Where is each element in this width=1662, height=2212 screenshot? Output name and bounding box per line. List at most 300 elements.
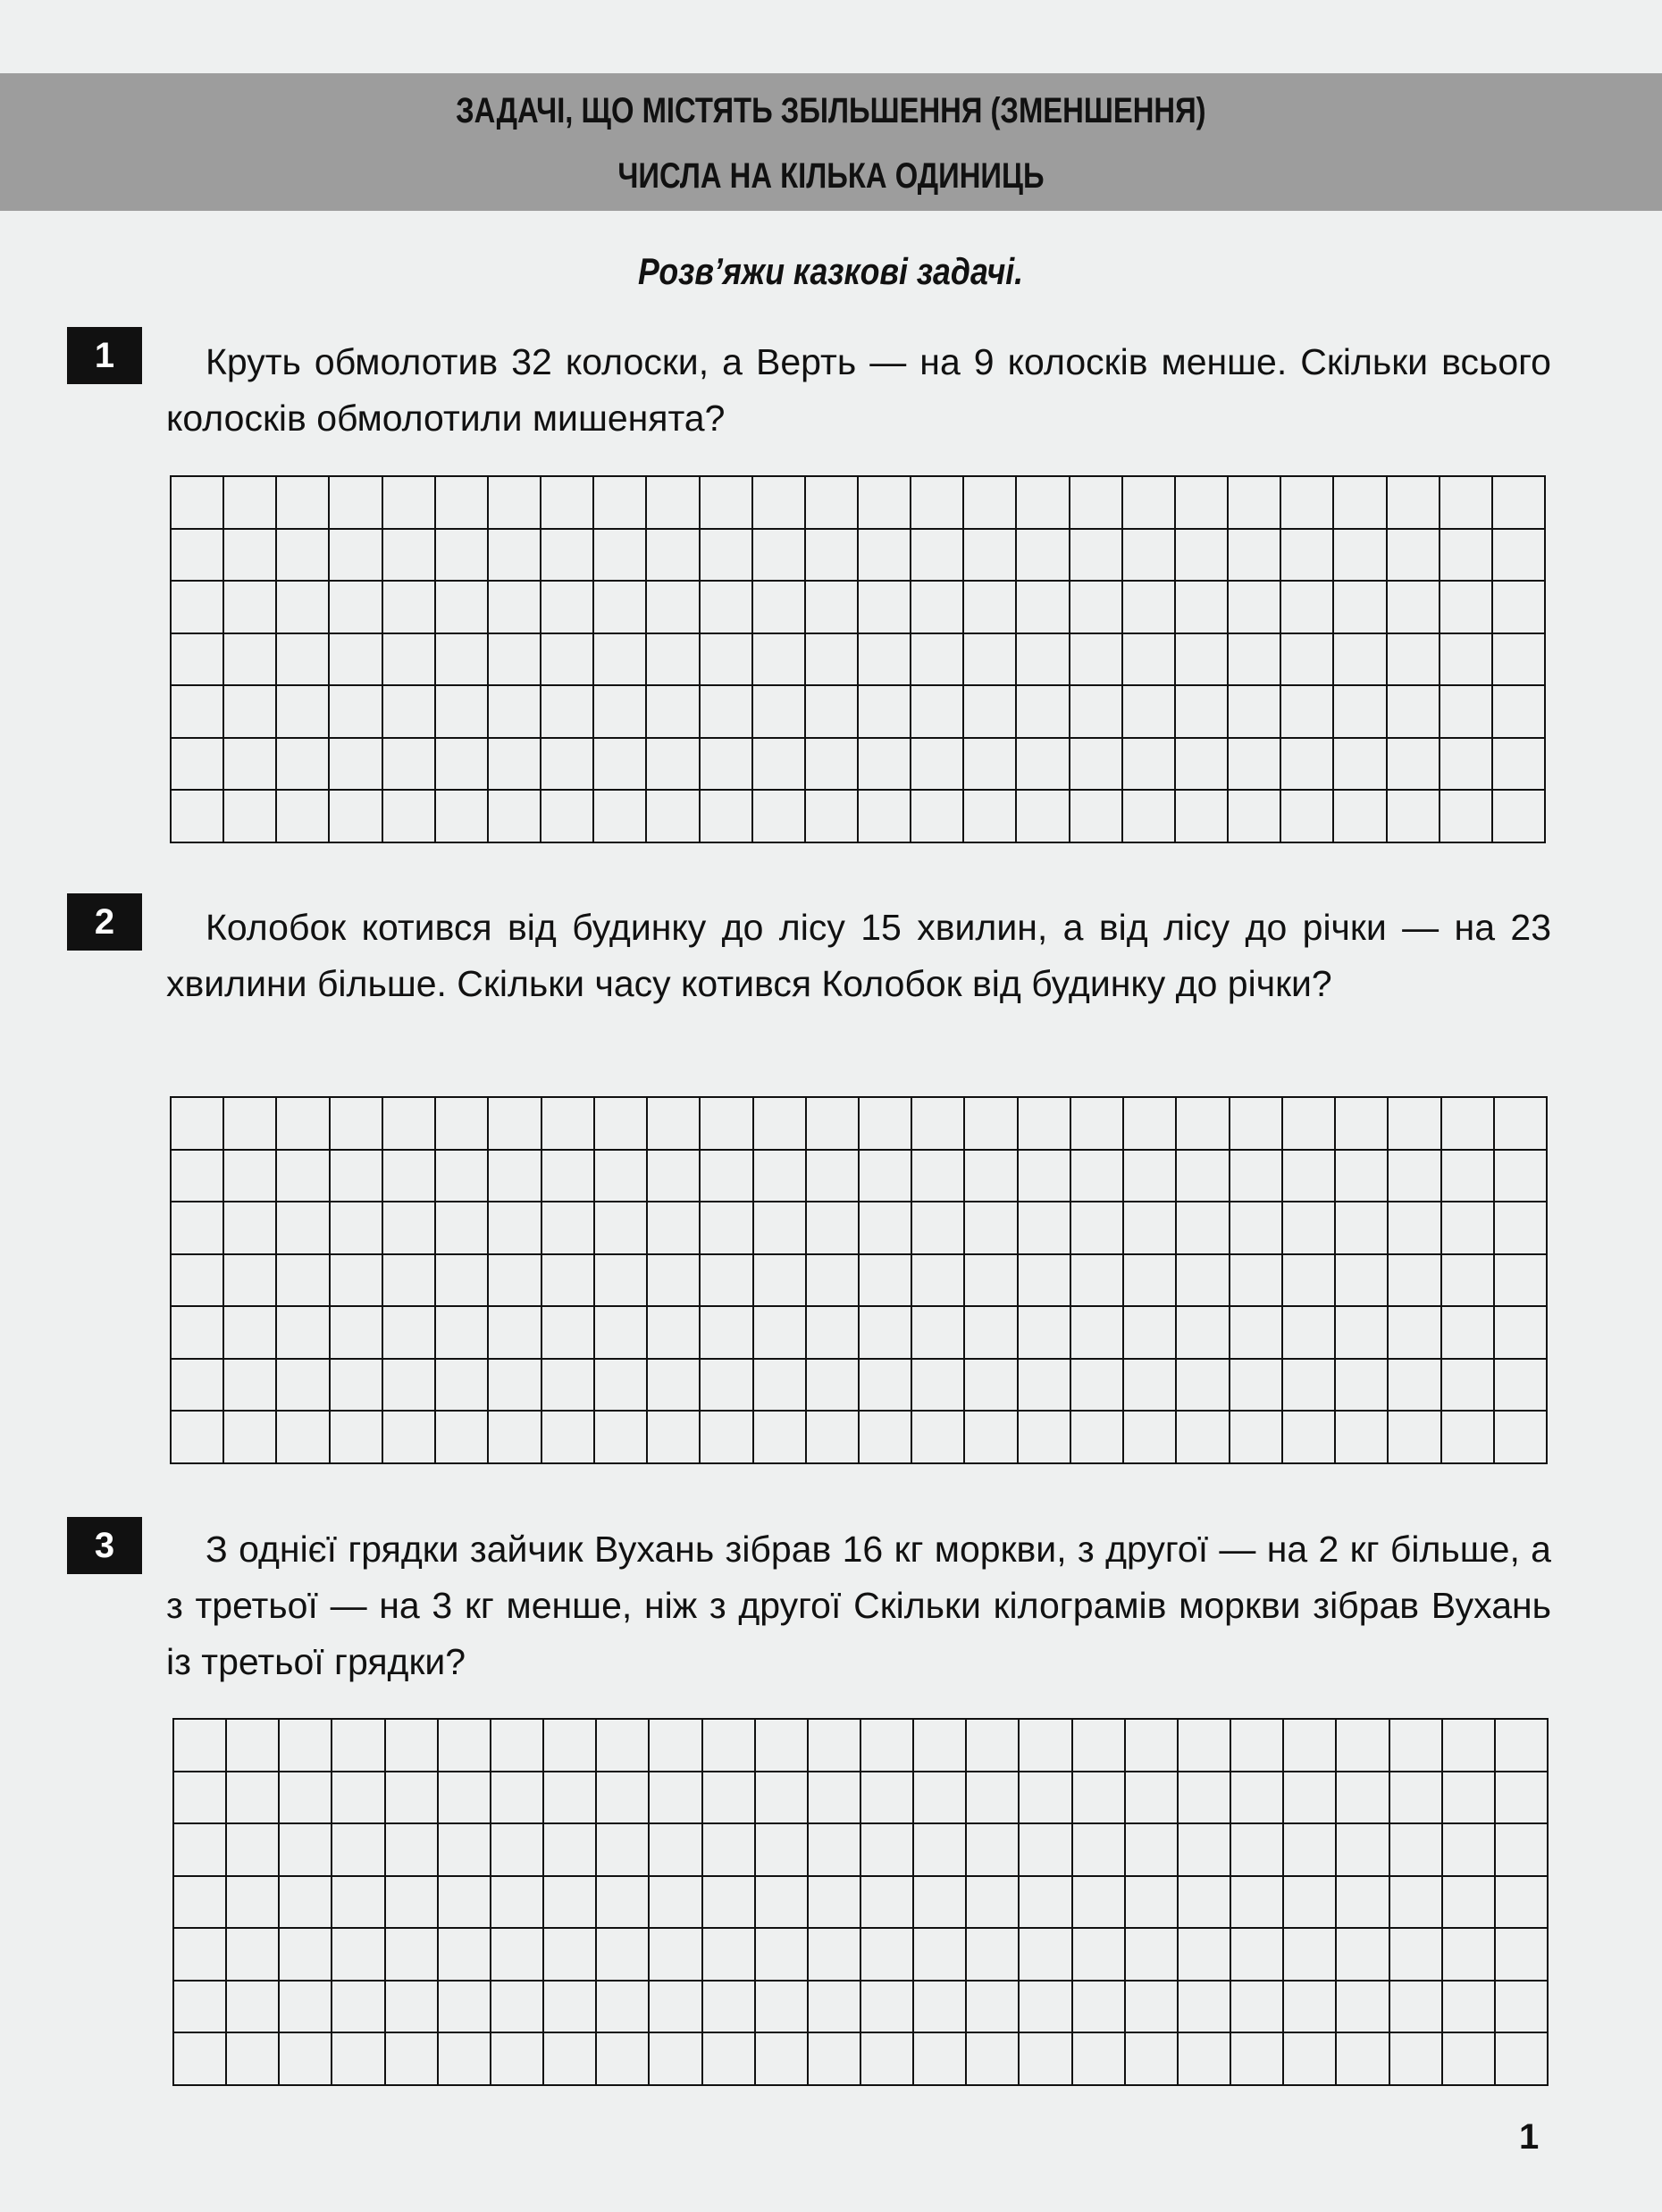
grid-cell[interactable] — [595, 1360, 648, 1412]
grid-cell[interactable] — [1442, 1255, 1495, 1308]
grid-cell[interactable] — [1231, 1772, 1284, 1825]
grid-cell[interactable] — [1334, 686, 1387, 739]
grid-cell[interactable] — [807, 1202, 860, 1255]
grid-cell[interactable] — [383, 1255, 436, 1308]
grid-cell[interactable] — [1440, 582, 1493, 634]
grid-cell[interactable] — [1176, 477, 1229, 530]
grid-cell[interactable] — [1443, 1877, 1496, 1930]
grid-cell[interactable] — [172, 1202, 224, 1255]
grid-cell[interactable] — [647, 530, 700, 582]
grid-cell[interactable] — [1123, 791, 1176, 843]
grid-cell[interactable] — [597, 1772, 650, 1825]
grid-cell[interactable] — [860, 1098, 912, 1151]
grid-cell[interactable] — [1229, 477, 1281, 530]
grid-cell[interactable] — [174, 2033, 227, 2086]
grid-cell[interactable] — [1334, 582, 1387, 634]
grid-cell[interactable] — [1389, 1151, 1441, 1203]
grid-cell[interactable] — [1231, 1720, 1284, 1772]
grid-cell[interactable] — [1442, 1098, 1495, 1151]
grid-cell[interactable] — [965, 1307, 1018, 1360]
grid-cell[interactable] — [1123, 634, 1176, 687]
grid-cell[interactable] — [1179, 1929, 1231, 1982]
grid-cell[interactable] — [701, 739, 753, 792]
grid-cell[interactable] — [594, 530, 647, 582]
grid-cell[interactable] — [807, 1412, 860, 1464]
grid-cell[interactable] — [1284, 1877, 1337, 1930]
grid-cell[interactable] — [383, 530, 436, 582]
grid-cell[interactable] — [1493, 791, 1546, 843]
grid-cell[interactable] — [383, 1412, 436, 1464]
grid-cell[interactable] — [1017, 530, 1070, 582]
grid-cell[interactable] — [386, 1982, 439, 2034]
grid-cell[interactable] — [1284, 1982, 1337, 2034]
answer-grid-2[interactable] — [170, 1096, 1548, 1464]
grid-cell[interactable] — [1177, 1098, 1230, 1151]
grid-cell[interactable] — [756, 1824, 809, 1877]
grid-cell[interactable] — [807, 1151, 860, 1203]
grid-cell[interactable] — [1124, 1202, 1177, 1255]
grid-cell[interactable] — [439, 1982, 491, 2034]
grid-cell[interactable] — [647, 634, 700, 687]
grid-cell[interactable] — [1496, 1929, 1549, 1982]
grid-cell[interactable] — [224, 791, 277, 843]
grid-cell[interactable] — [807, 1255, 860, 1308]
grid-cell[interactable] — [386, 2033, 439, 2086]
grid-cell[interactable] — [332, 1877, 385, 1930]
grid-cell[interactable] — [1177, 1307, 1230, 1360]
grid-cell[interactable] — [1495, 1412, 1548, 1464]
grid-cell[interactable] — [597, 1982, 650, 2034]
grid-cell[interactable] — [860, 1412, 912, 1464]
grid-cell[interactable] — [330, 791, 382, 843]
grid-cell[interactable] — [595, 1307, 648, 1360]
grid-cell[interactable] — [332, 1982, 385, 2034]
grid-cell[interactable] — [647, 791, 700, 843]
grid-cell[interactable] — [1493, 530, 1546, 582]
grid-cell[interactable] — [330, 582, 382, 634]
grid-cell[interactable] — [436, 739, 489, 792]
grid-cell[interactable] — [754, 1151, 807, 1203]
grid-cell[interactable] — [227, 1877, 280, 1930]
grid-cell[interactable] — [1020, 1772, 1072, 1825]
grid-cell[interactable] — [594, 791, 647, 843]
grid-cell[interactable] — [491, 1824, 544, 1877]
grid-cell[interactable] — [806, 582, 859, 634]
grid-cell[interactable] — [277, 1255, 330, 1308]
grid-cell[interactable] — [1281, 791, 1334, 843]
grid-cell[interactable] — [1124, 1307, 1177, 1360]
grid-cell[interactable] — [277, 477, 330, 530]
grid-cell[interactable] — [332, 1929, 385, 1982]
grid-cell[interactable] — [277, 582, 330, 634]
grid-cell[interactable] — [386, 1824, 439, 1877]
grid-cell[interactable] — [1390, 1929, 1443, 1982]
grid-cell[interactable] — [541, 477, 594, 530]
grid-cell[interactable] — [1334, 477, 1387, 530]
grid-cell[interactable] — [861, 1929, 914, 1982]
grid-cell[interactable] — [383, 791, 436, 843]
grid-cell[interactable] — [1443, 1720, 1496, 1772]
grid-cell[interactable] — [330, 634, 382, 687]
grid-cell[interactable] — [172, 530, 224, 582]
grid-cell[interactable] — [859, 477, 911, 530]
grid-cell[interactable] — [912, 1151, 965, 1203]
grid-cell[interactable] — [597, 1824, 650, 1877]
grid-cell[interactable] — [1443, 1772, 1496, 1825]
grid-cell[interactable] — [861, 1720, 914, 1772]
grid-cell[interactable] — [648, 1151, 701, 1203]
grid-cell[interactable] — [277, 1098, 330, 1151]
grid-cell[interactable] — [1231, 1877, 1284, 1930]
grid-cell[interactable] — [1124, 1412, 1177, 1464]
grid-cell[interactable] — [595, 1202, 648, 1255]
grid-cell[interactable] — [809, 1720, 861, 1772]
grid-cell[interactable] — [544, 1982, 597, 2034]
grid-cell[interactable] — [1389, 1098, 1441, 1151]
grid-cell[interactable] — [1123, 477, 1176, 530]
grid-cell[interactable] — [1283, 1307, 1336, 1360]
grid-cell[interactable] — [1179, 2033, 1231, 2086]
grid-cell[interactable] — [594, 739, 647, 792]
grid-cell[interactable] — [1336, 1307, 1389, 1360]
grid-cell[interactable] — [436, 1412, 489, 1464]
grid-cell[interactable] — [386, 1772, 439, 1825]
grid-cell[interactable] — [753, 530, 806, 582]
grid-cell[interactable] — [809, 1824, 861, 1877]
grid-cell[interactable] — [1124, 1151, 1177, 1203]
grid-cell[interactable] — [227, 1929, 280, 1982]
grid-cell[interactable] — [1177, 1255, 1230, 1308]
grid-cell[interactable] — [964, 477, 1017, 530]
grid-cell[interactable] — [1495, 1307, 1548, 1360]
grid-cell[interactable] — [912, 1098, 965, 1151]
grid-cell[interactable] — [331, 1202, 383, 1255]
grid-cell[interactable] — [1176, 791, 1229, 843]
grid-cell[interactable] — [650, 1929, 702, 1982]
grid-cell[interactable] — [1283, 1202, 1336, 1255]
grid-cell[interactable] — [1495, 1098, 1548, 1151]
grid-cell[interactable] — [542, 1360, 595, 1412]
grid-cell[interactable] — [650, 1772, 702, 1825]
grid-cell[interactable] — [383, 1360, 436, 1412]
grid-cell[interactable] — [1284, 1720, 1337, 1772]
grid-cell[interactable] — [1020, 1877, 1072, 1930]
grid-cell[interactable] — [1281, 739, 1334, 792]
grid-cell[interactable] — [1442, 1151, 1495, 1203]
grid-cell[interactable] — [544, 1929, 597, 1982]
grid-cell[interactable] — [489, 1360, 541, 1412]
grid-cell[interactable] — [544, 1772, 597, 1825]
grid-cell[interactable] — [965, 1151, 1018, 1203]
grid-cell[interactable] — [1073, 2033, 1126, 2086]
grid-cell[interactable] — [914, 1772, 967, 1825]
grid-cell[interactable] — [912, 1255, 965, 1308]
grid-cell[interactable] — [647, 477, 700, 530]
grid-cell[interactable] — [806, 530, 859, 582]
grid-cell[interactable] — [809, 1929, 861, 1982]
grid-cell[interactable] — [331, 1307, 383, 1360]
grid-cell[interactable] — [1230, 1360, 1283, 1412]
grid-cell[interactable] — [860, 1255, 912, 1308]
grid-cell[interactable] — [1442, 1360, 1495, 1412]
grid-cell[interactable] — [277, 1360, 330, 1412]
grid-cell[interactable] — [914, 1982, 967, 2034]
grid-cell[interactable] — [650, 1720, 702, 1772]
grid-cell[interactable] — [436, 530, 489, 582]
grid-cell[interactable] — [383, 739, 436, 792]
grid-cell[interactable] — [859, 739, 911, 792]
grid-cell[interactable] — [227, 2033, 280, 2086]
grid-cell[interactable] — [1336, 1255, 1389, 1308]
grid-cell[interactable] — [861, 1877, 914, 1930]
grid-cell[interactable] — [1176, 739, 1229, 792]
grid-cell[interactable] — [277, 530, 330, 582]
grid-cell[interactable] — [332, 1720, 385, 1772]
grid-cell[interactable] — [1126, 1982, 1179, 2034]
grid-cell[interactable] — [1284, 1824, 1337, 1877]
grid-cell[interactable] — [174, 1772, 227, 1825]
grid-cell[interactable] — [1017, 477, 1070, 530]
grid-cell[interactable] — [331, 1360, 383, 1412]
grid-cell[interactable] — [914, 1877, 967, 1930]
grid-cell[interactable] — [1493, 634, 1546, 687]
grid-cell[interactable] — [491, 1877, 544, 1930]
grid-cell[interactable] — [754, 1255, 807, 1308]
grid-cell[interactable] — [489, 582, 541, 634]
grid-cell[interactable] — [224, 1360, 277, 1412]
grid-cell[interactable] — [489, 791, 541, 843]
grid-cell[interactable] — [1390, 1982, 1443, 2034]
grid-cell[interactable] — [436, 582, 489, 634]
grid-cell[interactable] — [1073, 1929, 1126, 1982]
grid-cell[interactable] — [489, 530, 541, 582]
grid-cell[interactable] — [650, 1824, 702, 1877]
grid-cell[interactable] — [1283, 1360, 1336, 1412]
grid-cell[interactable] — [1126, 1772, 1179, 1825]
grid-cell[interactable] — [386, 1877, 439, 1930]
grid-cell[interactable] — [809, 1772, 861, 1825]
grid-cell[interactable] — [703, 1824, 756, 1877]
grid-cell[interactable] — [1176, 686, 1229, 739]
grid-cell[interactable] — [544, 1720, 597, 1772]
grid-cell[interactable] — [756, 1929, 809, 1982]
grid-cell[interactable] — [648, 1307, 701, 1360]
grid-cell[interactable] — [703, 1877, 756, 1930]
grid-cell[interactable] — [911, 791, 964, 843]
grid-cell[interactable] — [964, 530, 1017, 582]
grid-cell[interactable] — [1390, 1877, 1443, 1930]
grid-cell[interactable] — [489, 1412, 541, 1464]
grid-cell[interactable] — [754, 1360, 807, 1412]
grid-cell[interactable] — [1179, 1824, 1231, 1877]
grid-cell[interactable] — [967, 1720, 1020, 1772]
grid-cell[interactable] — [1017, 791, 1070, 843]
grid-cell[interactable] — [1123, 582, 1176, 634]
grid-cell[interactable] — [701, 1307, 753, 1360]
grid-cell[interactable] — [1124, 1360, 1177, 1412]
grid-cell[interactable] — [332, 2033, 385, 2086]
grid-cell[interactable] — [1493, 477, 1546, 530]
grid-cell[interactable] — [1337, 1982, 1389, 2034]
grid-cell[interactable] — [1388, 477, 1440, 530]
grid-cell[interactable] — [491, 2033, 544, 2086]
grid-cell[interactable] — [280, 2033, 332, 2086]
grid-cell[interactable] — [1020, 1824, 1072, 1877]
grid-cell[interactable] — [912, 1412, 965, 1464]
grid-cell[interactable] — [489, 1307, 541, 1360]
grid-cell[interactable] — [172, 477, 224, 530]
grid-cell[interactable] — [860, 1360, 912, 1412]
grid-cell[interactable] — [809, 2033, 861, 2086]
grid-cell[interactable] — [1073, 1877, 1126, 1930]
grid-cell[interactable] — [1229, 686, 1281, 739]
grid-cell[interactable] — [1230, 1255, 1283, 1308]
grid-cell[interactable] — [280, 1877, 332, 1930]
grid-cell[interactable] — [1281, 686, 1334, 739]
grid-cell[interactable] — [860, 1307, 912, 1360]
grid-cell[interactable] — [1390, 1720, 1443, 1772]
grid-cell[interactable] — [703, 2033, 756, 2086]
grid-cell[interactable] — [439, 1824, 491, 1877]
grid-cell[interactable] — [1176, 634, 1229, 687]
answer-grid-3[interactable] — [172, 1718, 1549, 2086]
grid-cell[interactable] — [1336, 1151, 1389, 1203]
grid-cell[interactable] — [647, 582, 700, 634]
grid-cell[interactable] — [965, 1202, 1018, 1255]
grid-cell[interactable] — [439, 1929, 491, 1982]
grid-cell[interactable] — [912, 1307, 965, 1360]
grid-cell[interactable] — [383, 686, 436, 739]
grid-cell[interactable] — [1334, 739, 1387, 792]
grid-cell[interactable] — [544, 1877, 597, 1930]
grid-cell[interactable] — [806, 686, 859, 739]
grid-cell[interactable] — [224, 634, 277, 687]
grid-cell[interactable] — [753, 791, 806, 843]
grid-cell[interactable] — [1389, 1412, 1441, 1464]
grid-cell[interactable] — [1283, 1151, 1336, 1203]
grid-cell[interactable] — [1019, 1098, 1071, 1151]
grid-cell[interactable] — [967, 1772, 1020, 1825]
grid-cell[interactable] — [701, 530, 753, 582]
grid-cell[interactable] — [1390, 2033, 1443, 2086]
grid-cell[interactable] — [383, 477, 436, 530]
grid-cell[interactable] — [914, 2033, 967, 2086]
grid-cell[interactable] — [227, 1720, 280, 1772]
grid-cell[interactable] — [489, 739, 541, 792]
grid-cell[interactable] — [701, 634, 753, 687]
grid-cell[interactable] — [439, 2033, 491, 2086]
grid-cell[interactable] — [1337, 1929, 1389, 1982]
grid-cell[interactable] — [597, 1929, 650, 1982]
grid-cell[interactable] — [650, 1982, 702, 2034]
grid-cell[interactable] — [807, 1098, 860, 1151]
grid-cell[interactable] — [383, 1202, 436, 1255]
grid-cell[interactable] — [1389, 1202, 1441, 1255]
grid-cell[interactable] — [277, 739, 330, 792]
grid-cell[interactable] — [1231, 1929, 1284, 1982]
grid-cell[interactable] — [1230, 1412, 1283, 1464]
grid-cell[interactable] — [859, 582, 911, 634]
grid-cell[interactable] — [227, 1772, 280, 1825]
grid-cell[interactable] — [489, 1202, 541, 1255]
grid-cell[interactable] — [1388, 634, 1440, 687]
grid-cell[interactable] — [541, 582, 594, 634]
grid-cell[interactable] — [489, 1098, 541, 1151]
grid-cell[interactable] — [277, 1412, 330, 1464]
grid-cell[interactable] — [542, 1412, 595, 1464]
grid-cell[interactable] — [1177, 1151, 1230, 1203]
grid-cell[interactable] — [703, 1982, 756, 2034]
grid-cell[interactable] — [332, 1824, 385, 1877]
grid-cell[interactable] — [701, 1255, 753, 1308]
grid-cell[interactable] — [280, 1772, 332, 1825]
grid-cell[interactable] — [541, 686, 594, 739]
grid-cell[interactable] — [224, 530, 277, 582]
grid-cell[interactable] — [1231, 1824, 1284, 1877]
grid-cell[interactable] — [1073, 1720, 1126, 1772]
grid-cell[interactable] — [1495, 1151, 1548, 1203]
grid-cell[interactable] — [912, 1360, 965, 1412]
grid-cell[interactable] — [1442, 1412, 1495, 1464]
grid-cell[interactable] — [1389, 1307, 1441, 1360]
grid-cell[interactable] — [1496, 2033, 1549, 2086]
grid-cell[interactable] — [594, 582, 647, 634]
answer-grid-1[interactable] — [170, 475, 1546, 843]
grid-cell[interactable] — [1390, 1772, 1443, 1825]
grid-cell[interactable] — [1179, 1720, 1231, 1772]
grid-cell[interactable] — [859, 530, 911, 582]
grid-cell[interactable] — [1334, 791, 1387, 843]
grid-cell[interactable] — [1281, 530, 1334, 582]
grid-cell[interactable] — [1017, 582, 1070, 634]
grid-cell[interactable] — [753, 686, 806, 739]
grid-cell[interactable] — [1071, 1098, 1124, 1151]
grid-cell[interactable] — [967, 1982, 1020, 2034]
grid-cell[interactable] — [331, 1412, 383, 1464]
grid-cell[interactable] — [224, 1255, 277, 1308]
grid-cell[interactable] — [436, 1307, 489, 1360]
grid-cell[interactable] — [967, 1929, 1020, 1982]
grid-cell[interactable] — [1281, 477, 1334, 530]
grid-cell[interactable] — [754, 1412, 807, 1464]
grid-cell[interactable] — [172, 791, 224, 843]
grid-cell[interactable] — [703, 1720, 756, 1772]
grid-cell[interactable] — [701, 1098, 753, 1151]
grid-cell[interactable] — [648, 1412, 701, 1464]
grid-cell[interactable] — [174, 1720, 227, 1772]
grid-cell[interactable] — [330, 739, 382, 792]
grid-cell[interactable] — [648, 1255, 701, 1308]
grid-cell[interactable] — [1496, 1824, 1549, 1877]
grid-cell[interactable] — [172, 634, 224, 687]
grid-cell[interactable] — [1283, 1412, 1336, 1464]
grid-cell[interactable] — [964, 686, 1017, 739]
grid-cell[interactable] — [172, 686, 224, 739]
grid-cell[interactable] — [1124, 1255, 1177, 1308]
grid-cell[interactable] — [1284, 1772, 1337, 1825]
grid-cell[interactable] — [1496, 1982, 1549, 2034]
grid-cell[interactable] — [753, 634, 806, 687]
grid-cell[interactable] — [1071, 1202, 1124, 1255]
grid-cell[interactable] — [280, 1720, 332, 1772]
grid-cell[interactable] — [436, 1202, 489, 1255]
grid-cell[interactable] — [541, 739, 594, 792]
grid-cell[interactable] — [911, 739, 964, 792]
grid-cell[interactable] — [277, 791, 330, 843]
grid-cell[interactable] — [280, 1929, 332, 1982]
grid-cell[interactable] — [1337, 1720, 1389, 1772]
grid-cell[interactable] — [1230, 1307, 1283, 1360]
